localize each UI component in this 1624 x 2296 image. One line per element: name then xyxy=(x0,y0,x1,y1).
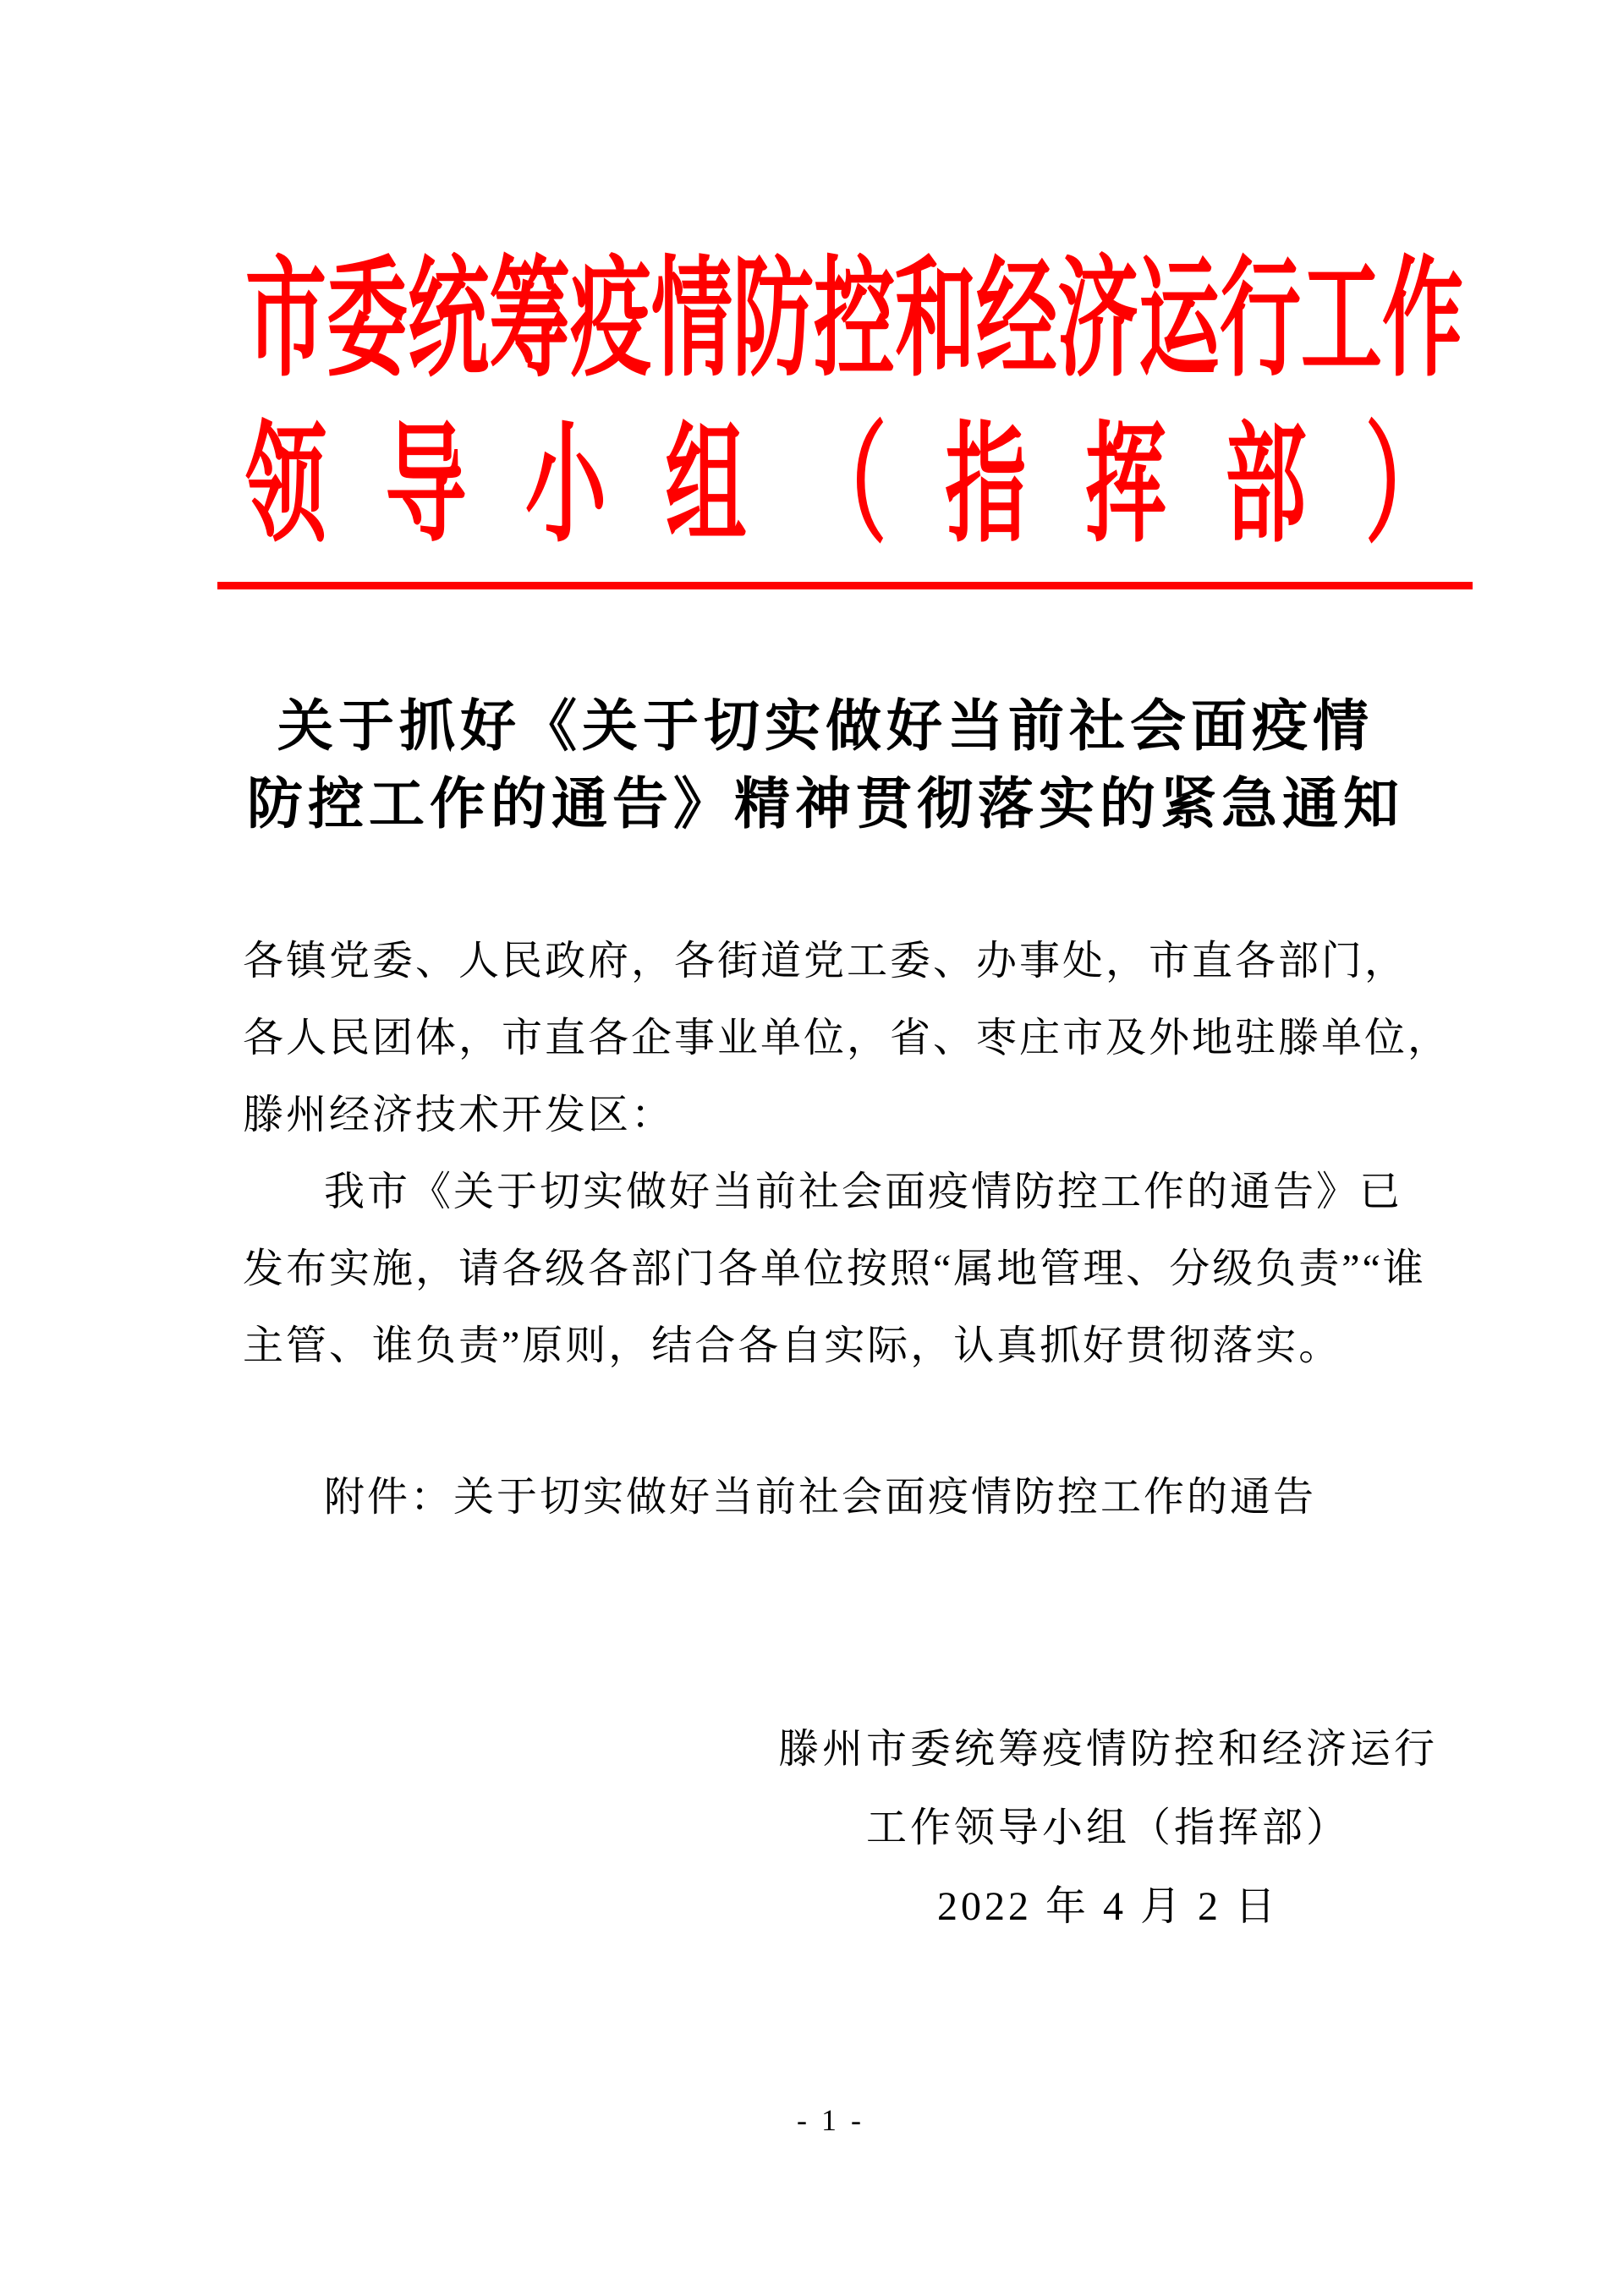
signature-line-2: 工作领导小组（指挥部） xyxy=(865,1806,1350,1850)
signature-line-1: 滕州市委统筹疫情防控和经济运行 xyxy=(777,1727,1438,1772)
document-body xyxy=(243,923,1451,1384)
title-line-1: 关于抓好《关于切实做好当前社会面疫情 xyxy=(277,696,1374,758)
signature-date: 2022 年 4 月 2 日 xyxy=(936,1884,1279,1929)
letterhead-line-1: 市 委 统 筹 疫 情 防 控 和 经 济 运 行 工 作 xyxy=(245,247,1463,392)
page-number: - 1 - xyxy=(797,2103,864,2137)
red-divider-line xyxy=(217,582,1473,589)
body-line: 各人民团体，市直各企事业单位，省、枣庄市及外地驻滕单位， xyxy=(243,1016,1451,1060)
body-line: 滕州经济技术开发区： xyxy=(243,1093,675,1137)
document-title xyxy=(243,688,1408,844)
body-line: 发布实施，请各级各部门各单位按照“属地管理、分级负责”“谁 xyxy=(243,1247,1426,1291)
body-line: 主管、谁负责”原则，结合各自实际，认真抓好贯彻落实。 xyxy=(243,1323,1342,1368)
signature-block xyxy=(761,1710,1455,1946)
title-line-2: 防控工作的通告》精神贯彻落实的紧急通知 xyxy=(247,774,1404,836)
letterhead-line-2: 领 导 小 组 （ 指 挥 部 ） xyxy=(245,413,1446,558)
body-line: 我市《关于切实做好当前社会面疫情防控工作的通告》已 xyxy=(324,1170,1403,1214)
attachment-line: 附件：关于切实做好当前社会面疫情防控工作的通告 xyxy=(324,1475,1317,1520)
body-line: 各镇党委、人民政府，各街道党工委、办事处，市直各部门， xyxy=(243,939,1408,984)
